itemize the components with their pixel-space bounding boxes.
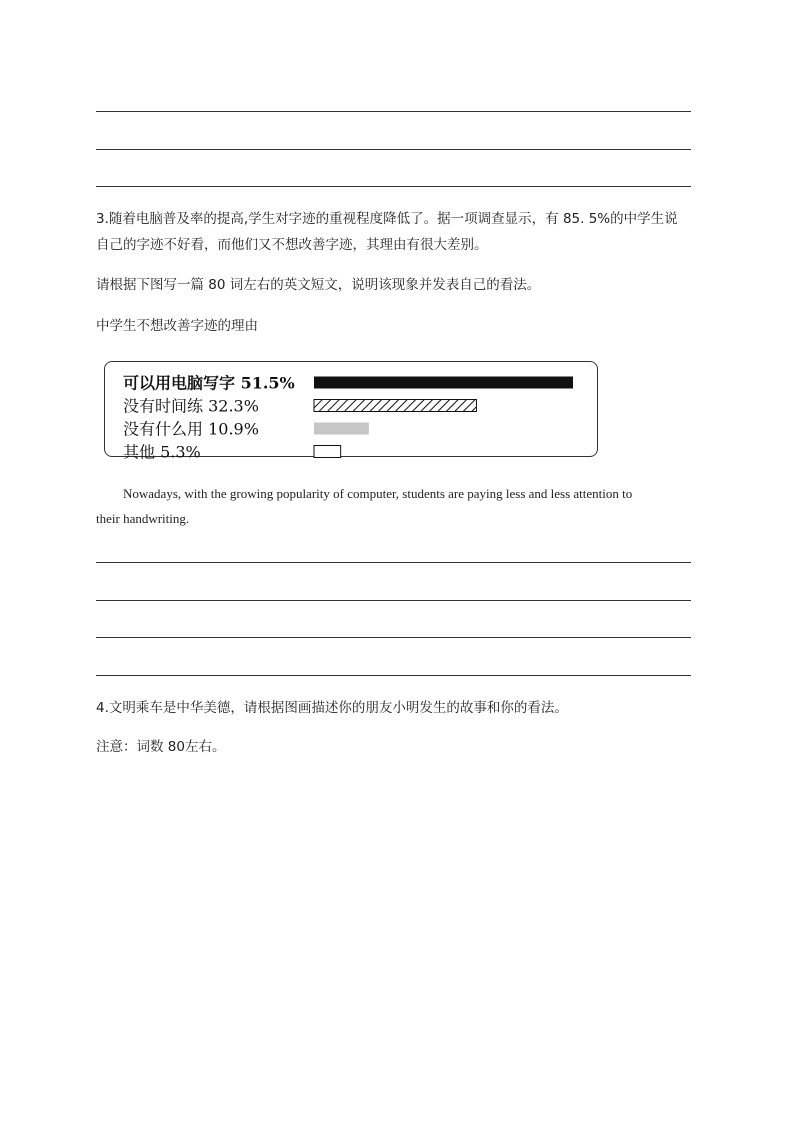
q3-line1: 3.随着电脑普及率的提高,学生对字迹的重视程度降低了。据一项调查显示，有 85. 5%的中学生说 (96, 211, 678, 227)
bar-label: 可以用电脑写字 51.5% (123, 373, 295, 393)
answer-line (96, 675, 691, 676)
bar (314, 446, 341, 458)
chart-caption: 中学生不想改善字迹的理由 (96, 318, 258, 334)
answer-line (96, 562, 691, 563)
q4-note: 注意：词数 80左右。 (96, 739, 226, 755)
q3-instruction: 请根据下图写一篇 80 词左右的英文短文，说明该现象并发表自己的看法。 (96, 277, 541, 293)
answer-line (96, 600, 691, 601)
answer-line (96, 637, 691, 638)
essay-line1: Nowadays, with the growing popularity of computer, students are paying less and less attention to (123, 486, 633, 501)
q4-line1: 4.文明乘车是中华美德，请根据图画描述你的朋友小明发生的故事和你的看法。 (96, 700, 568, 716)
bar (314, 377, 573, 389)
bar (314, 423, 369, 435)
bar-label: 其他 5.3% (123, 442, 201, 462)
bar-label: 没有时间练 32.3% (123, 396, 259, 416)
bar (314, 400, 476, 412)
q3-line2: 自己的字迹不好看，而他们又不想改善字迹，其理由有很大差别。 (96, 237, 488, 253)
reasons-chart-svg (0, 0, 794, 470)
essay-line2: their handwriting. (96, 511, 190, 526)
bar-label: 没有什么用 10.9% (123, 419, 259, 439)
